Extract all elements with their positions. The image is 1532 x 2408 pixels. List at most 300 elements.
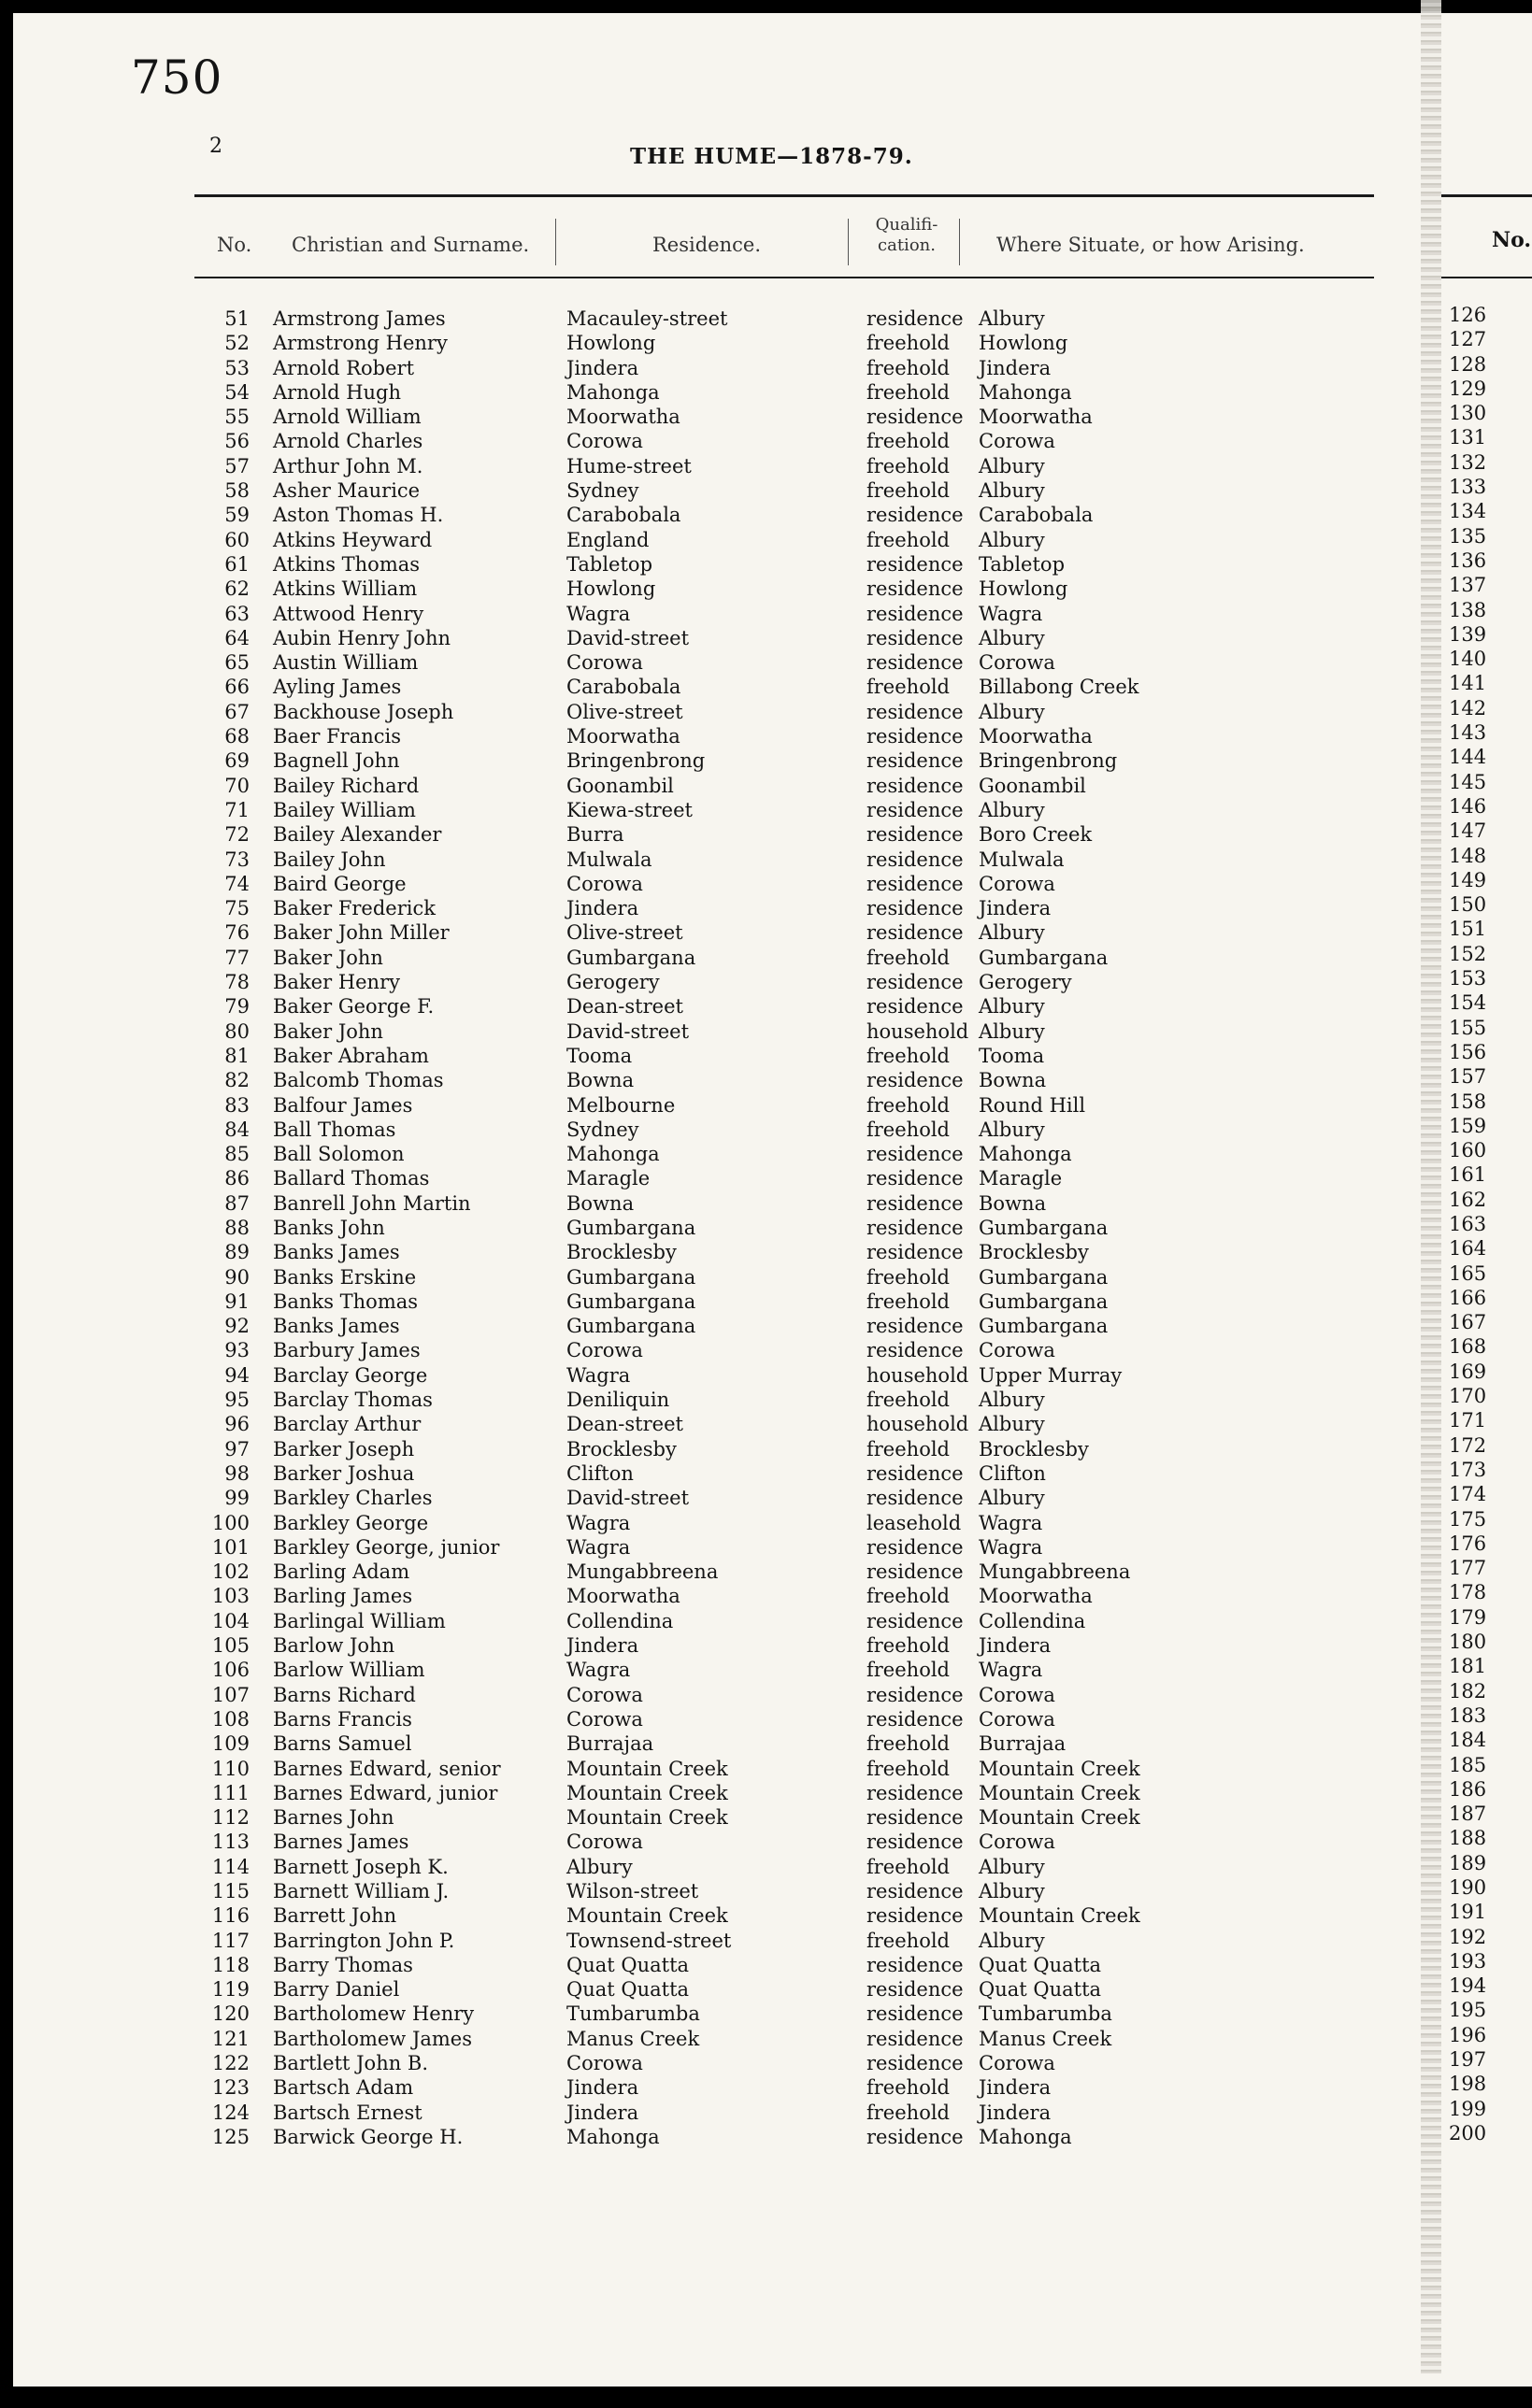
- voter-name: Barclay Thomas: [273, 1389, 433, 1412]
- where-situate: Albury: [979, 1118, 1045, 1141]
- where-situate: Howlong: [979, 332, 1068, 355]
- row-number: 96: [224, 1413, 250, 1436]
- facing-row-number: 190: [1449, 1876, 1487, 1899]
- qualification: residence: [866, 1535, 964, 1559]
- facing-numbers: [1449, 303, 1524, 2145]
- table-row: [195, 1683, 1317, 1707]
- residence: Corowa: [566, 1831, 643, 1854]
- row-number: 76: [224, 921, 250, 945]
- book-gutter: [1421, 0, 1441, 2373]
- row-number: 72: [224, 823, 250, 847]
- qualification: residence: [866, 798, 964, 821]
- table-row: [195, 478, 1317, 503]
- where-situate: Mahonga: [979, 380, 1072, 404]
- qualification: residence: [866, 921, 964, 945]
- row-number: 97: [224, 1437, 250, 1460]
- voter-name: Barker Joshua: [273, 1461, 415, 1485]
- where-situate: Albury: [979, 1019, 1045, 1043]
- facing-row-number: 153: [1449, 967, 1487, 990]
- voter-name: Asher Maurice: [273, 479, 421, 503]
- row-number: 115: [211, 1880, 250, 1902]
- table-row: [195, 1216, 1317, 1240]
- residence: Jindera: [566, 897, 639, 920]
- qualification: freehold: [866, 1634, 950, 1658]
- row-number: 105: [211, 1634, 250, 1658]
- where-situate: Albury: [979, 1389, 1045, 1412]
- row-number: 111: [211, 1781, 250, 1804]
- table-row: [195, 577, 1317, 601]
- where-situate: Corowa: [979, 1707, 1055, 1731]
- row-number: 86: [224, 1167, 250, 1190]
- facing-row-number: 179: [1449, 1605, 1487, 1629]
- table-row: [195, 970, 1317, 994]
- voter-name: Bailey John: [273, 848, 386, 871]
- residence: Mountain Creek: [566, 1781, 728, 1804]
- table-row: [195, 675, 1317, 699]
- where-situate: Mahonga: [979, 1143, 1072, 1166]
- voter-name: Bartsch Adam: [273, 2076, 414, 2100]
- where-situate: Mountain Creek: [979, 1806, 1140, 1830]
- voter-name: Barling Adam: [273, 1560, 410, 1584]
- residence: Corowa: [566, 1707, 643, 1731]
- facing-row-number: 161: [1449, 1163, 1487, 1187]
- voter-name: Armstrong Henry: [273, 332, 448, 355]
- row-number: 62: [224, 577, 250, 601]
- row-number: 57: [224, 454, 250, 477]
- qualification: residence: [866, 995, 964, 1019]
- row-number: 80: [224, 1019, 250, 1043]
- voter-name: Banks John: [273, 1216, 385, 1239]
- voter-name: Ballard Thomas: [273, 1167, 430, 1190]
- residence: Wagra: [566, 1511, 631, 1534]
- voter-name: Barry Daniel: [273, 1978, 400, 2002]
- qualification: residence: [866, 2125, 964, 2148]
- table-row: [195, 2002, 1317, 2026]
- where-situate: Wagra: [979, 1659, 1043, 1682]
- row-number: 89: [224, 1241, 250, 1264]
- voter-name: Barnes James: [273, 1831, 409, 1854]
- voter-name: Banks Thomas: [273, 1289, 419, 1313]
- facing-row-number: 173: [1449, 1458, 1487, 1481]
- voter-name: Baker John: [273, 1019, 383, 1043]
- table-row: [195, 306, 1317, 331]
- residence: Macauley-street: [566, 307, 728, 330]
- facing-row-number: 184: [1449, 1729, 1487, 1752]
- voter-name: Barns Richard: [273, 1683, 416, 1706]
- facing-row-number: 135: [1449, 524, 1487, 548]
- residence: Corowa: [566, 651, 643, 675]
- facing-row-number: 138: [1449, 598, 1487, 621]
- qualification: freehold: [866, 1855, 950, 1878]
- voter-name: Austin William: [273, 651, 419, 675]
- row-number: 116: [211, 1904, 250, 1928]
- table-row: [195, 700, 1317, 724]
- where-situate: Albury: [979, 454, 1045, 477]
- voter-name: Barnett Joseph K.: [273, 1855, 449, 1878]
- facing-row-number: 193: [1449, 1949, 1487, 1973]
- qualification: freehold: [866, 1659, 950, 1682]
- residence: Gerogery: [566, 971, 660, 994]
- table-row: [195, 650, 1317, 675]
- voter-name: Barkley George, junior: [273, 1535, 500, 1559]
- facing-row-number: 185: [1449, 1753, 1487, 1776]
- facing-row-number: 142: [1449, 696, 1487, 720]
- residence: Mahonga: [566, 380, 660, 404]
- qualification: residence: [866, 700, 964, 723]
- row-number: 125: [211, 2125, 250, 2148]
- residence: England: [566, 528, 650, 551]
- voter-name: Ball Thomas: [273, 1118, 396, 1141]
- table-row: [195, 1412, 1317, 1436]
- facing-row-number: 148: [1449, 844, 1487, 867]
- residence: Maragle: [566, 1167, 651, 1190]
- facing-page: [1441, 13, 1532, 2387]
- row-number: 110: [211, 1757, 250, 1780]
- facing-row-number: 128: [1449, 352, 1487, 376]
- residence: Jindera: [566, 2076, 639, 2100]
- facing-row-number: 134: [1449, 500, 1487, 523]
- residence: Dean-street: [566, 995, 683, 1019]
- table-row: [195, 1289, 1317, 1314]
- facing-row-number: 146: [1449, 794, 1487, 818]
- where-situate: Mungabbreena: [979, 1560, 1131, 1584]
- table-row: [195, 503, 1317, 527]
- where-situate: Albury: [979, 1855, 1045, 1878]
- voter-name: Backhouse Joseph: [273, 700, 454, 723]
- residence: Mountain Creek: [566, 1806, 728, 1830]
- qualification: freehold: [866, 1389, 950, 1412]
- facing-row-number: 154: [1449, 991, 1487, 1015]
- residence: Corowa: [566, 1683, 643, 1706]
- where-situate: Mahonga: [979, 2125, 1072, 2148]
- qualification: residence: [866, 1609, 964, 1632]
- residence: Bowna: [566, 1191, 635, 1215]
- qualification: freehold: [866, 2076, 950, 2100]
- table-row: [195, 626, 1317, 650]
- residence: Jindera: [566, 1634, 639, 1658]
- facing-row-number: 174: [1449, 1483, 1487, 1506]
- voter-name: Barkley George: [273, 1511, 429, 1534]
- table-row: [195, 1511, 1317, 1535]
- row-number: 51: [224, 307, 250, 330]
- row-number: 56: [224, 430, 250, 453]
- qualification: residence: [866, 1953, 964, 1976]
- voter-name: Baker Abraham: [273, 1044, 429, 1067]
- header-divider: [848, 219, 849, 265]
- where-situate: Brocklesby: [979, 1437, 1089, 1460]
- row-number: 85: [224, 1143, 250, 1166]
- row-number: 102: [211, 1560, 250, 1584]
- row-number: 122: [211, 2052, 250, 2075]
- residence: Wilson-street: [566, 1880, 699, 1902]
- table-row: [195, 1658, 1317, 1682]
- where-situate: Manus Creek: [979, 2027, 1112, 2050]
- facing-row-number: 151: [1449, 918, 1487, 941]
- residence: David-street: [566, 1487, 690, 1510]
- where-situate: Brocklesby: [979, 1241, 1089, 1264]
- where-situate: Corowa: [979, 872, 1055, 895]
- where-situate: Albury: [979, 528, 1045, 551]
- qualification: freehold: [866, 1093, 950, 1117]
- residence: Mountain Creek: [566, 1904, 728, 1928]
- residence: Quat Quatta: [566, 1953, 690, 1976]
- qualification: freehold: [866, 1289, 950, 1313]
- qualification: residence: [866, 1216, 964, 1239]
- qualification: residence: [866, 651, 964, 675]
- voter-name: Baker John: [273, 946, 383, 969]
- where-situate: Albury: [979, 1929, 1045, 1952]
- header-bottom-rule: [194, 277, 1374, 278]
- table-row: [195, 1166, 1317, 1190]
- row-number: 91: [224, 1289, 250, 1313]
- residence: Olive-street: [566, 921, 683, 945]
- facing-header-rule: [1441, 194, 1532, 197]
- residence: David-street: [566, 1019, 690, 1043]
- facing-row-number: 155: [1449, 1016, 1487, 1039]
- row-number: 69: [224, 749, 250, 773]
- facing-row-number: 169: [1449, 1360, 1487, 1383]
- voter-name: Barlingal William: [273, 1609, 446, 1632]
- qualification: residence: [866, 552, 964, 576]
- qualification: freehold: [866, 1044, 950, 1067]
- qualification: residence: [866, 1781, 964, 1804]
- voter-name: Baker Frederick: [273, 897, 436, 920]
- voter-name: Atkins Thomas: [273, 552, 421, 576]
- table-row: [195, 380, 1317, 405]
- residence: Goonambil: [566, 774, 674, 797]
- qualification: residence: [866, 1978, 964, 2002]
- facing-row-number: 197: [1449, 2048, 1487, 2072]
- facing-row-number: 165: [1449, 1261, 1487, 1285]
- table-row: [195, 1486, 1317, 1510]
- register-table: [195, 306, 1317, 2149]
- where-situate: Corowa: [979, 2052, 1055, 2075]
- residence: Carabobala: [566, 504, 681, 527]
- voter-name: Barlow John: [273, 1634, 395, 1658]
- residence: Brocklesby: [566, 1437, 677, 1460]
- where-situate: Jindera: [979, 2076, 1052, 2100]
- where-situate: Gumbargana: [979, 1216, 1109, 1239]
- residence: Quat Quatta: [566, 1978, 690, 2002]
- qualification: residence: [866, 307, 964, 330]
- table-row: [195, 1633, 1317, 1658]
- header-divider: [959, 219, 960, 265]
- table-row: [195, 1437, 1317, 1461]
- table-row: [195, 1338, 1317, 1362]
- facing-row-number: 180: [1449, 1631, 1487, 1654]
- voter-name: Arnold Robert: [273, 356, 415, 379]
- table-row: [195, 1240, 1317, 1264]
- facing-row-number: 156: [1449, 1040, 1487, 1063]
- qualification: freehold: [866, 1732, 950, 1756]
- table-row: [195, 2101, 1317, 2125]
- row-number: 63: [224, 602, 250, 625]
- row-number: 81: [224, 1044, 250, 1067]
- residence: Gumbargana: [566, 1265, 696, 1289]
- table-row: [195, 2051, 1317, 2075]
- qualification: residence: [866, 1560, 964, 1584]
- table-row: [195, 822, 1317, 847]
- table-row: [195, 1314, 1317, 1338]
- facing-row-number: 131: [1449, 426, 1487, 449]
- row-number: 83: [224, 1093, 250, 1117]
- qualification: residence: [866, 1191, 964, 1215]
- residence: Moorwatha: [566, 406, 680, 429]
- qualification: freehold: [866, 1118, 950, 1141]
- row-number: 78: [224, 971, 250, 994]
- where-situate: Albury: [979, 700, 1045, 723]
- where-situate: Burrajaa: [979, 1732, 1067, 1756]
- voter-name: Bartholomew James: [273, 2027, 473, 2050]
- voter-name: Barwick George H.: [273, 2125, 464, 2148]
- qualification: residence: [866, 725, 964, 748]
- table-row: [195, 429, 1317, 453]
- table-row: [195, 1609, 1317, 1633]
- where-situate: Jindera: [979, 897, 1052, 920]
- residence: Melbourne: [566, 1093, 676, 1117]
- row-number: 104: [211, 1609, 250, 1632]
- where-situate: Maragle: [979, 1167, 1063, 1190]
- facing-row-number: 175: [1449, 1507, 1487, 1531]
- qualification: household: [866, 1019, 969, 1043]
- facing-row-number: 181: [1449, 1655, 1487, 1678]
- residence: Tumbarumba: [566, 2002, 700, 2026]
- where-situate: Mulwala: [979, 848, 1065, 871]
- residence: Mountain Creek: [566, 1757, 728, 1780]
- where-situate: Collendina: [979, 1609, 1086, 1632]
- row-number: 103: [211, 1585, 250, 1608]
- row-number: 120: [211, 2002, 250, 2026]
- voter-name: Ball Solomon: [273, 1143, 405, 1166]
- row-number: 108: [211, 1707, 250, 1731]
- facing-row-number: 189: [1449, 1851, 1487, 1874]
- where-situate: Mountain Creek: [979, 1757, 1140, 1780]
- voter-name: Banks Erskine: [273, 1265, 417, 1289]
- row-number: 59: [224, 504, 250, 527]
- residence: Tabletop: [566, 552, 653, 576]
- facing-row-number: 136: [1449, 549, 1487, 572]
- folio-number: 750: [131, 50, 223, 105]
- voter-name: Barnes Edward, junior: [273, 1781, 498, 1804]
- where-situate: Jindera: [979, 1634, 1052, 1658]
- where-situate: Carabobala: [979, 504, 1094, 527]
- where-situate: Corowa: [979, 1339, 1055, 1362]
- table-row: [195, 1388, 1317, 1412]
- table-row: [195, 1977, 1317, 2002]
- facing-header-bottom-rule: [1441, 277, 1532, 278]
- where-situate: Wagra: [979, 602, 1043, 625]
- table-row: [195, 946, 1317, 970]
- facing-row-number: 172: [1449, 1433, 1487, 1457]
- voter-name: Armstrong James: [273, 307, 446, 330]
- table-row: [195, 1535, 1317, 1560]
- residence: Sydney: [566, 479, 639, 503]
- row-number: 100: [211, 1511, 250, 1534]
- qualification: residence: [866, 1707, 964, 1731]
- header-no: No.: [217, 234, 252, 256]
- table-row: [195, 872, 1317, 896]
- voter-name: Banks James: [273, 1241, 400, 1264]
- qualification: freehold: [866, 430, 950, 453]
- residence: Moorwatha: [566, 725, 680, 748]
- table-row: [195, 1731, 1317, 1756]
- where-situate: Corowa: [979, 651, 1055, 675]
- voter-name: Baker Henry: [273, 971, 400, 994]
- qualification: residence: [866, 1167, 964, 1190]
- table-row: [195, 454, 1317, 478]
- facing-row-number: 176: [1449, 1532, 1487, 1555]
- qualification: residence: [866, 504, 964, 527]
- row-number: 109: [211, 1732, 250, 1756]
- facing-row-number: 129: [1449, 377, 1487, 400]
- qualification: residence: [866, 1339, 964, 1362]
- residence: Collendina: [566, 1609, 674, 1632]
- table-row: [195, 1757, 1317, 1781]
- residence: Mulwala: [566, 848, 652, 871]
- voter-name: Bailey William: [273, 798, 416, 821]
- where-situate: Bowna: [979, 1069, 1047, 1092]
- qualification: residence: [866, 577, 964, 601]
- table-row: [195, 1903, 1317, 1928]
- voter-name: Attwood Henry: [273, 602, 424, 625]
- qualification: freehold: [866, 528, 950, 551]
- voter-name: Bagnell John: [273, 749, 400, 773]
- qualification: residence: [866, 1315, 964, 1338]
- where-situate: Albury: [979, 479, 1045, 503]
- residence: Albury: [566, 1855, 633, 1878]
- table-row: [195, 748, 1317, 773]
- facing-row-number: 195: [1449, 1999, 1487, 2022]
- residence: Carabobala: [566, 676, 681, 699]
- table-row: [195, 1363, 1317, 1388]
- register-page: [13, 13, 1441, 2387]
- qualification: residence: [866, 774, 964, 797]
- facing-row-number: 183: [1449, 1703, 1487, 1727]
- row-number: 60: [224, 528, 250, 551]
- residence: Manus Creek: [566, 2027, 700, 2050]
- table-row: [195, 1560, 1317, 1584]
- residence: Deniliquin: [566, 1389, 670, 1412]
- facing-row-number: 191: [1449, 1901, 1487, 1924]
- qualification: residence: [866, 897, 964, 920]
- table-row: [195, 356, 1317, 380]
- residence: Burrajaa: [566, 1732, 654, 1756]
- voter-name: Barns Francis: [273, 1707, 412, 1731]
- voter-name: Balcomb Thomas: [273, 1069, 444, 1092]
- residence: Wagra: [566, 602, 631, 625]
- residence: Moorwatha: [566, 1585, 680, 1608]
- row-number: 123: [211, 2076, 250, 2100]
- facing-row-number: 132: [1449, 450, 1487, 474]
- residence: Kiewa-street: [566, 798, 693, 821]
- row-number: 68: [224, 725, 250, 748]
- qualification: residence: [866, 1904, 964, 1928]
- voter-name: Bailey Richard: [273, 774, 420, 797]
- table-row: [195, 331, 1317, 355]
- voter-name: Atkins Heyward: [273, 528, 433, 551]
- voter-name: Bartholomew Henry: [273, 2002, 475, 2026]
- residence: Olive-street: [566, 700, 683, 723]
- row-number: 95: [224, 1389, 250, 1412]
- table-row: [195, 1118, 1317, 1142]
- voter-name: Barnett William J.: [273, 1880, 450, 1902]
- where-situate: Gumbargana: [979, 946, 1109, 969]
- voter-name: Arnold Hugh: [273, 380, 402, 404]
- row-number: 54: [224, 380, 250, 404]
- facing-row-number: 140: [1449, 648, 1487, 671]
- facing-row-number: 147: [1449, 819, 1487, 843]
- facing-row-number: 159: [1449, 1114, 1487, 1137]
